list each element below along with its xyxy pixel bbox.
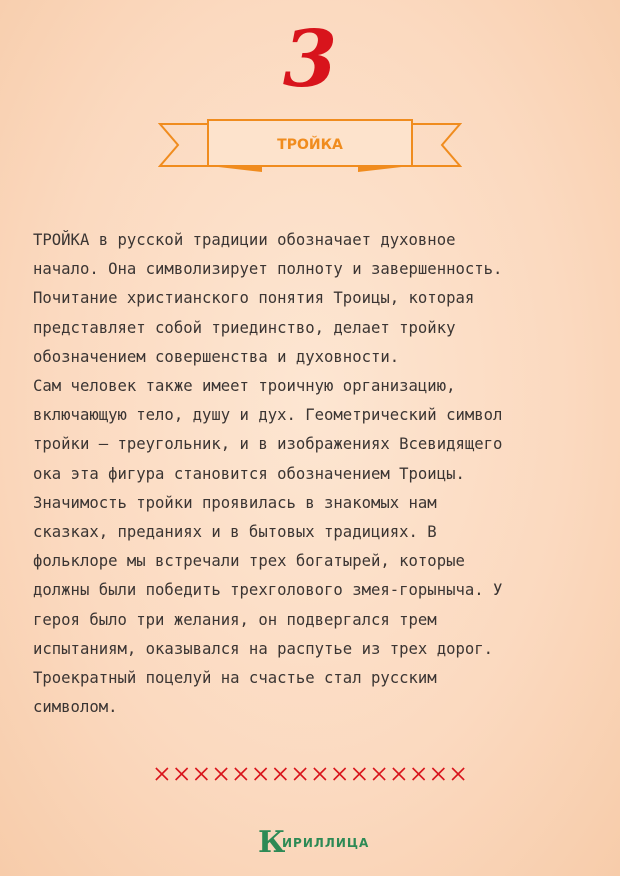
body-line: тройки – треугольник, и в изображениях Всевидящего [33, 435, 503, 454]
body-line: Троекратный поцелуй на счастье стал русским [33, 669, 437, 688]
page-numeral: 3 [282, 14, 338, 105]
body-line: представляет собой триединство, делает тройку [33, 318, 456, 337]
cross-stitch-divider-icon [152, 765, 468, 783]
cross-stitch [452, 768, 464, 780]
body-text [33, 226, 593, 722]
body-line: обозначением совершенства и духовности. [33, 347, 400, 366]
body-line: сказках, преданиях и в бытовых традициях. В [33, 523, 437, 542]
brand-name: ИРИЛЛИЦА [282, 836, 370, 850]
cross-stitch [274, 768, 286, 780]
body-line: Значимость тройки проявилась в знакомых нам [33, 493, 437, 512]
cross-stitch [353, 768, 365, 780]
body-line: героя было три желания, он подвергался трем [33, 610, 437, 629]
body-line: символом. [33, 698, 118, 717]
ribbon-title: ТРОЙКА [277, 137, 343, 153]
cross-stitch [235, 768, 247, 780]
cross-stitch [413, 768, 425, 780]
cross-stitch [255, 768, 267, 780]
cross-stitch [195, 768, 207, 780]
body-line: Сам человек также имеет троичную организацию, [33, 377, 456, 396]
cross-stitch [294, 768, 306, 780]
body-line: ТРОЙКА в русской традиции обозначает духовное [33, 231, 456, 249]
cross-stitch [314, 768, 326, 780]
body-line: должны были победить трехголового змея-горыныча. У [33, 581, 503, 600]
cross-stitch [373, 768, 385, 780]
brand-logo-icon [258, 826, 378, 862]
cross-stitch [432, 768, 444, 780]
cross-stitch [393, 768, 405, 780]
body-line: фольклоре мы встречали трех богатырей, которые [33, 552, 465, 571]
cross-stitch [215, 768, 227, 780]
cross-stitch [334, 768, 346, 780]
body-line: включающую тело, душу и дух. Геометрический символ [33, 406, 503, 425]
body-line: испытаниям, оказывался на распутье из трех дорог. [33, 639, 494, 658]
body-line: Почитание христианского понятия Троицы, которая [33, 289, 475, 308]
brand-initial: К [258, 825, 286, 860]
body-line: ока эта фигура становится обозначением Троицы. [33, 464, 465, 483]
cross-stitch [156, 768, 168, 780]
cross-stitch [176, 768, 188, 780]
body-line: начало. Она символизирует полноту и завершенность. [33, 260, 503, 279]
